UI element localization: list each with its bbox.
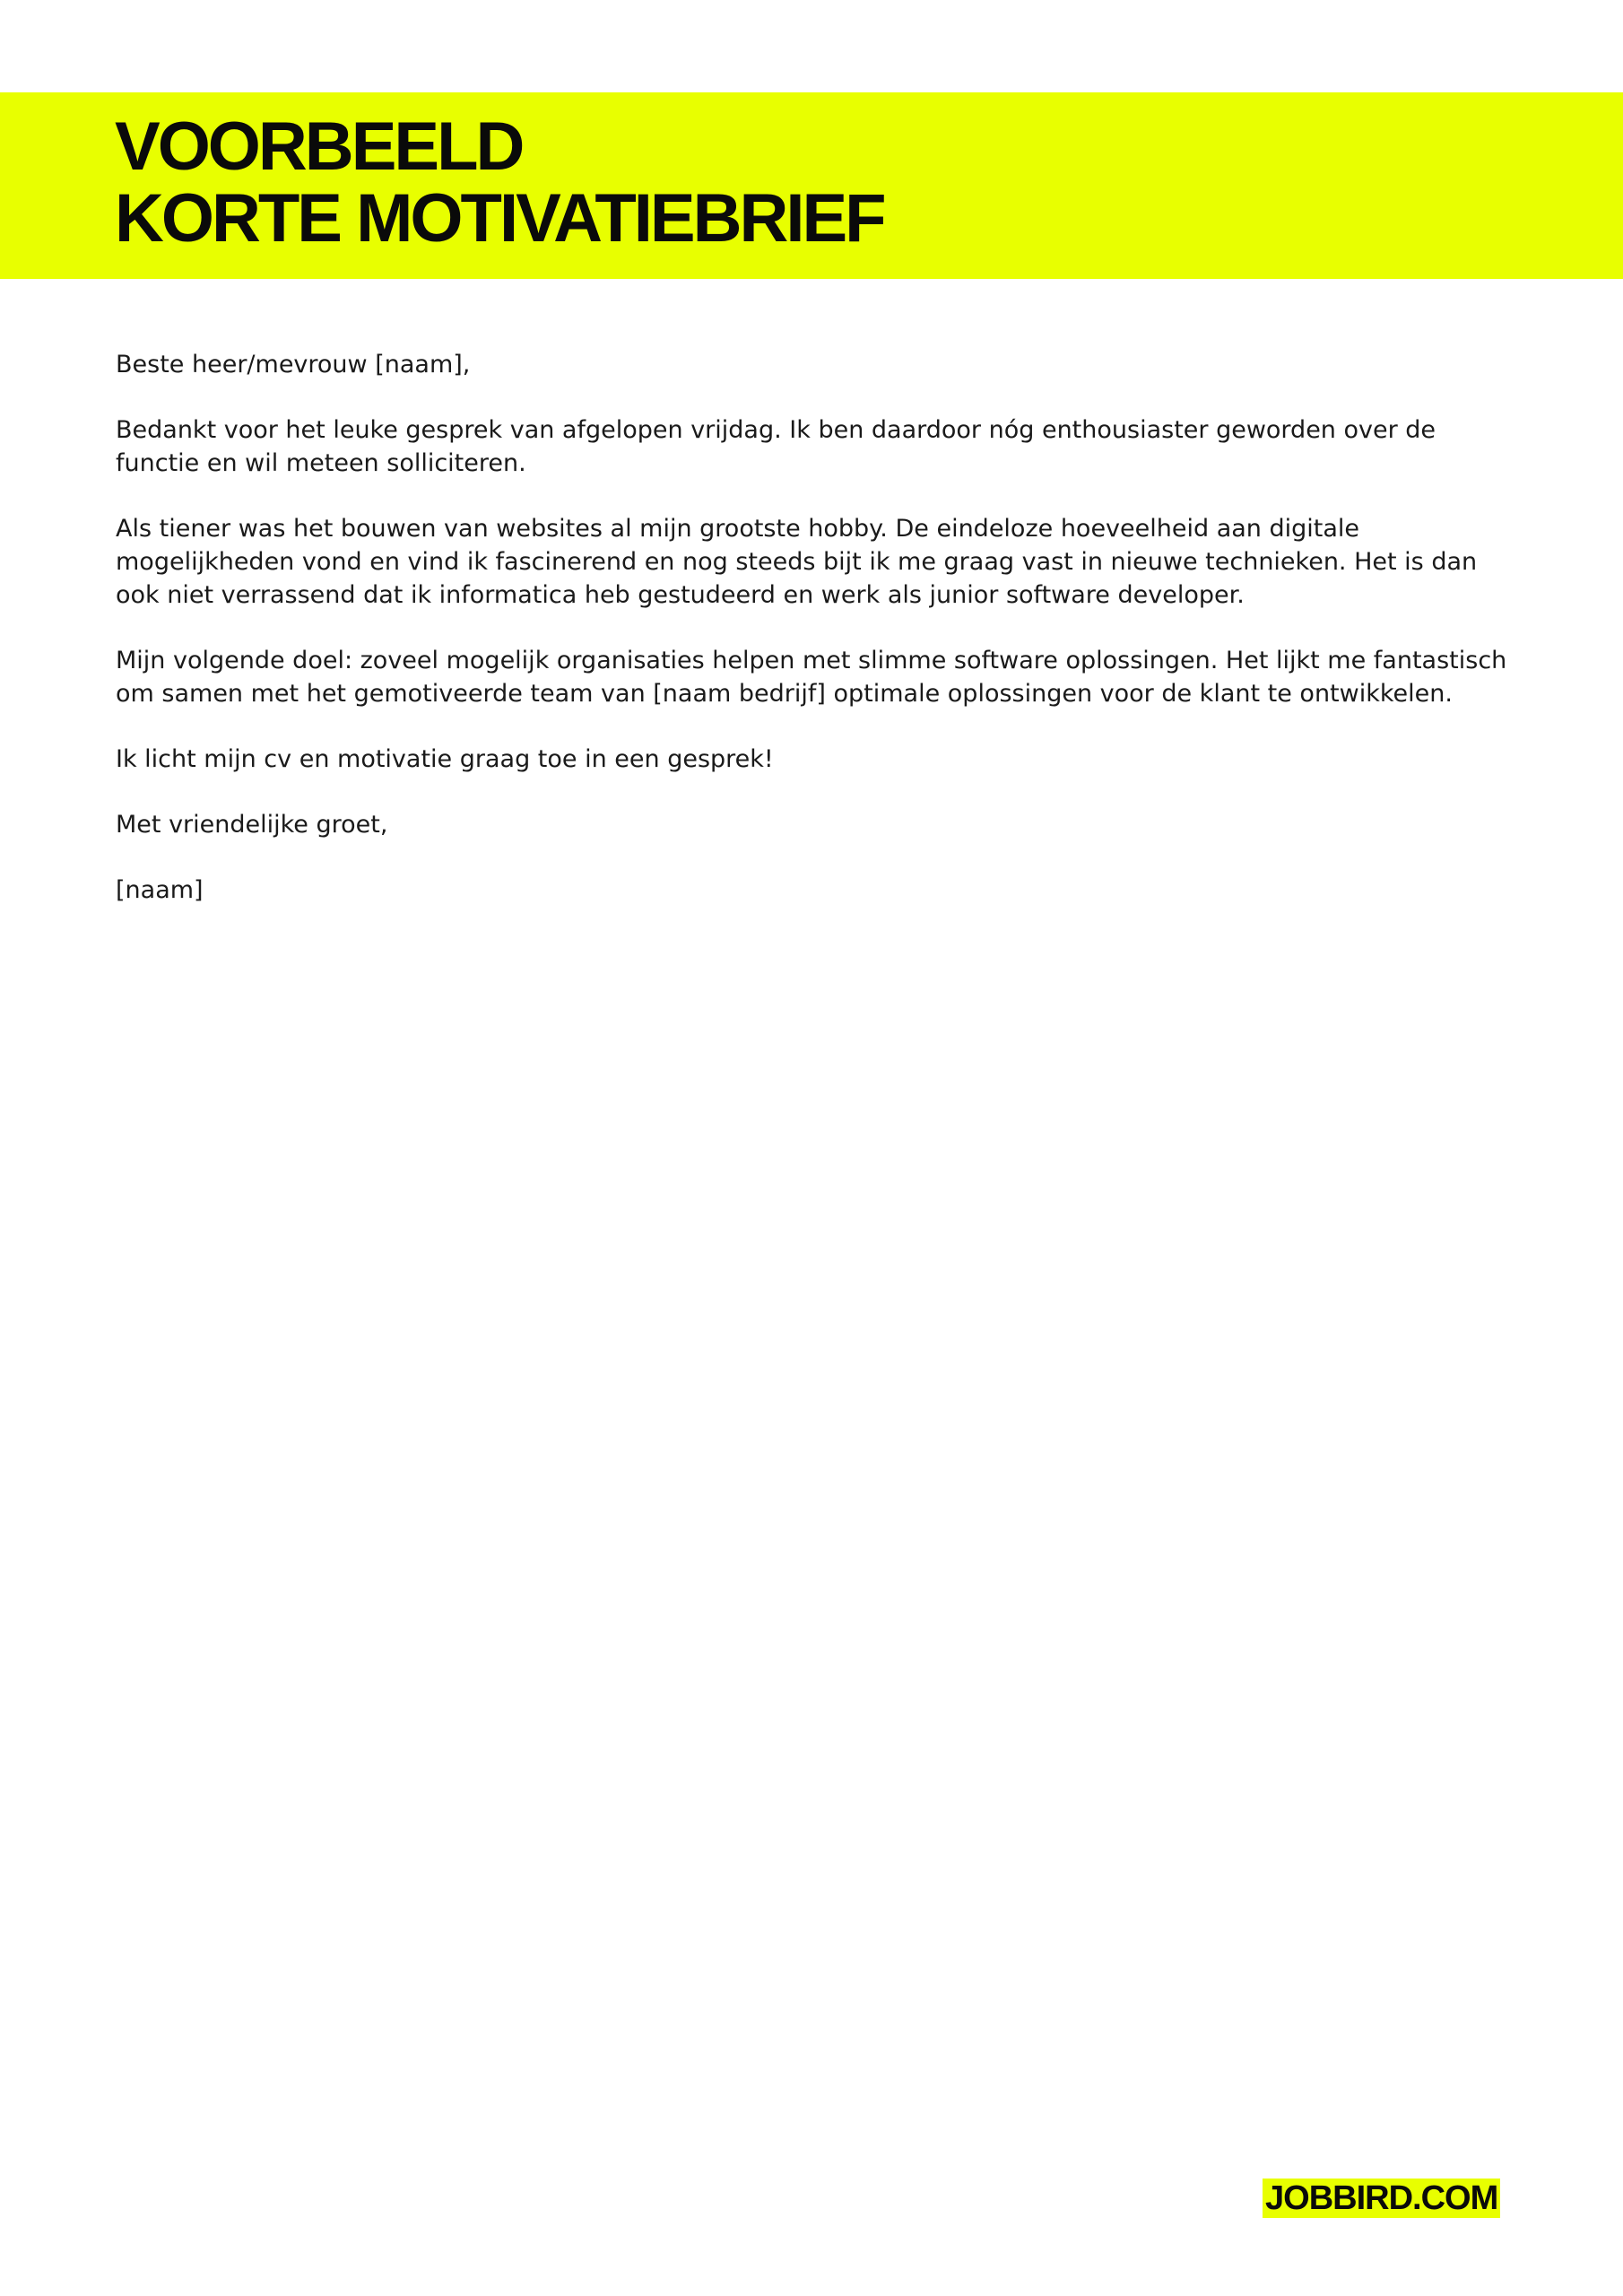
letter-paragraph-4: Ik licht mijn cv en motivatie graag toe in een gesprek! (116, 745, 774, 773)
letter-closing: Met vriendelijke groet, (116, 811, 388, 839)
jobbird-logo: JOBBIRD.COM (1263, 2179, 1500, 2218)
page-title (115, 111, 884, 255)
letter-salutation: Beste heer/mevrouw [naam], (116, 351, 471, 378)
page-title-line-2: KORTE MOTIVATIEBRIEF (115, 180, 884, 257)
page-title-line-1: VOORBEELD (115, 109, 523, 185)
letter-paragraph-1: Bedankt voor het leuke gesprek van afgelopen vrijdag. Ik ben daardoor nóg enthousiaster geworden over de functie en wil meteen solliciteren. (116, 416, 1436, 477)
letter-paragraph-2: Als tiener was het bouwen van websites al mijn grootste hobby. De eindeloze hoeveelheid aan digitale mogelijkheden vond en vind ik fascinerend en nog steeds bijt ik me graag vast in nieuwe technieken. Het is dan ook niet verrassend dat ik informatica heb gestudeerd en werk als junior software developer. (116, 515, 1478, 609)
letter-signature: [naam] (116, 876, 204, 904)
letter-paragraph-3: Mijn volgende doel: zoveel mogelijk organisaties helpen met slimme software oplossingen. Het lijkt me fantastisch om samen met het gemotiveerde team van [naam bedrijf] optimale oplossingen voor de klant te ontwikkelen. (116, 647, 1507, 708)
letter-body (116, 348, 1515, 939)
